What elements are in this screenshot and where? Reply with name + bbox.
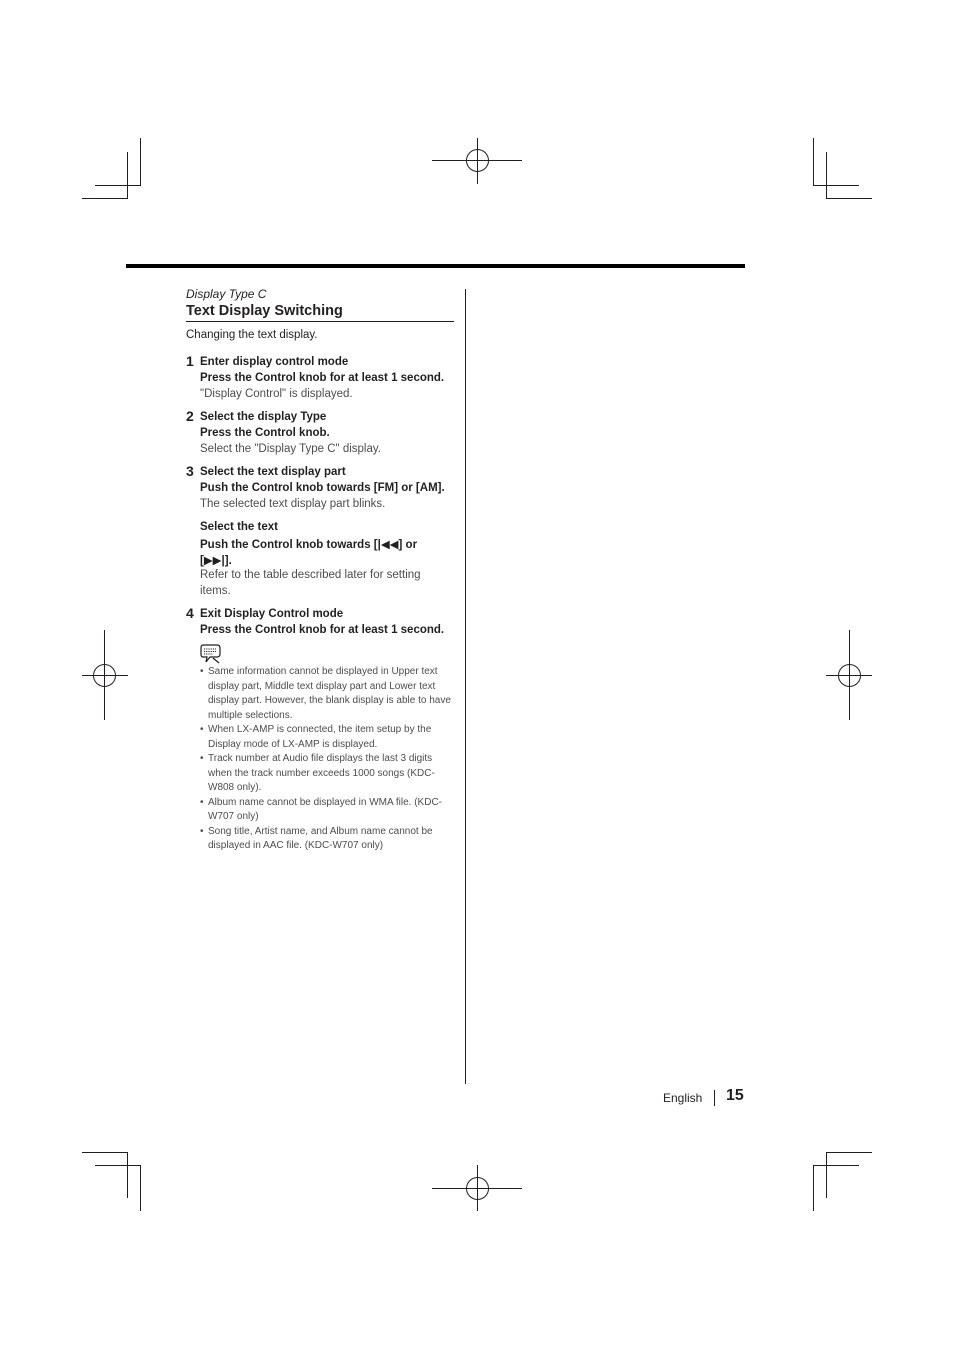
step-result: Select the "Display Type C" display. (200, 443, 381, 455)
registration-mark-circle (466, 1177, 489, 1200)
step-number: 1 (186, 353, 194, 369)
header-rule (126, 264, 745, 268)
step-number: 3 (186, 463, 194, 479)
step-result: items. (200, 585, 231, 597)
crop-mark (140, 138, 141, 186)
step-action: Push the Control knob towards [FM] or [AM]. (200, 482, 445, 494)
step-action: Press the Control knob for at least 1 second. (200, 372, 445, 384)
footer-language: English (663, 1091, 703, 1105)
crop-mark (140, 1165, 141, 1211)
crop-mark (95, 185, 141, 186)
crop-mark (826, 152, 827, 198)
registration-mark-circle (466, 149, 489, 172)
step-title: Select the text (200, 521, 278, 533)
crop-mark (826, 1152, 827, 1198)
note-icon (199, 643, 223, 665)
crop-mark (826, 198, 872, 199)
step-title: Select the display Type (200, 411, 327, 423)
crop-mark (127, 1152, 128, 1198)
intro-text: Changing the text display. (186, 329, 318, 341)
page-title: Text Display Switching (186, 303, 454, 322)
note-item: • Track number at Audio file displays the last 3 digits when the track number exceeds 1000 songs (KDC-W808 only). (200, 752, 456, 796)
crop-mark (95, 1165, 141, 1166)
registration-mark-circle (838, 664, 861, 687)
step-title: Exit Display Control mode (200, 608, 344, 620)
step-number: 4 (186, 605, 194, 621)
step-result: "Display Control" is displayed. (200, 388, 353, 400)
note-item: • When LX-AMP is connected, the item setup by the Display mode of LX-AMP is displayed. (200, 723, 456, 752)
registration-mark-circle (93, 664, 116, 687)
notes-list (200, 665, 456, 854)
footer-divider (714, 1090, 715, 1106)
crop-mark (127, 152, 128, 198)
step-title: Enter display control mode (200, 356, 349, 368)
page-number: 15 (726, 1087, 744, 1104)
step-title: Select the text display part (200, 466, 346, 478)
step-action: Press the Control knob. (200, 427, 330, 439)
note-item: • Album name cannot be displayed in WMA file. (KDC-W707 only) (200, 796, 456, 825)
step-action: [▶▶|]. (200, 555, 232, 567)
section-label: Display Type C (186, 287, 267, 301)
note-item: • Song title, Artist name, and Album name cannot be displayed in AAC file. (KDC-W707 only) (200, 825, 456, 854)
step-number: 2 (186, 408, 194, 424)
crop-mark (82, 1152, 128, 1153)
crop-mark (82, 198, 128, 199)
step-action: Press the Control knob for at least 1 second. (200, 624, 445, 636)
crop-mark (813, 138, 814, 186)
crop-mark (813, 1165, 814, 1211)
step-result: Refer to the table described later for setting (200, 569, 421, 581)
step-action: Push the Control knob towards [|◀◀] or (200, 539, 418, 551)
crop-mark (813, 1165, 859, 1166)
crop-mark (813, 185, 859, 186)
column-divider (465, 289, 466, 1084)
crop-mark (826, 1152, 872, 1153)
note-item: • Same information cannot be displayed in Upper text display part, Middle text display part and Lower text display part. However, the blank display is able to have multiple selections. (200, 665, 456, 723)
step-result: The selected text display part blinks. (200, 498, 386, 510)
